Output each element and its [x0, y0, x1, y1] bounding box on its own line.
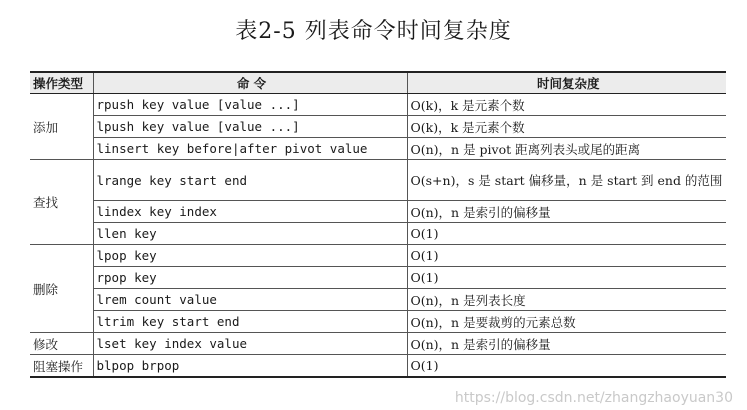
command-cell: lpop key	[93, 245, 407, 267]
group-block: 阻塞操作	[30, 355, 93, 378]
list-commands-complexity-table	[30, 71, 726, 378]
complexity-cell: O(n)，n 是要裁剪的元素总数	[407, 311, 726, 333]
command-cell: lindex key index	[93, 201, 407, 223]
table-row	[30, 311, 726, 333]
complexity-cell: O(k)，k 是元素个数	[407, 94, 726, 116]
command-cell: llen key	[93, 223, 407, 245]
header-operation-type: 操作类型	[30, 72, 93, 94]
complexity-cell: O(n)，n 是索引的偏移量	[407, 201, 726, 223]
complexity-cell: O(s+n)，s 是 start 偏移量，n 是 start 到 end 的范围	[407, 160, 726, 201]
complexity-cell: O(n)，n 是索引的偏移量	[407, 333, 726, 355]
command-cell: rpop key	[93, 267, 407, 289]
command-cell: ltrim key start end	[93, 311, 407, 333]
group-find: 查找	[30, 160, 93, 245]
table-row	[30, 160, 726, 201]
table-row	[30, 138, 726, 160]
table-caption: 表2-5 列表命令时间复杂度	[235, 19, 512, 44]
table-row	[30, 289, 726, 311]
command-cell: rpush key value [value ...]	[93, 94, 407, 116]
table-row	[30, 201, 726, 223]
complexity-cell: O(1)	[407, 355, 726, 378]
table-row	[30, 116, 726, 138]
table-row	[30, 333, 726, 355]
command-cell: lrange key start end	[93, 160, 407, 201]
command-cell: lset key index value	[93, 333, 407, 355]
command-cell: linsert key before|after pivot value	[93, 138, 407, 160]
command-cell: lrem count value	[93, 289, 407, 311]
complexity-cell: O(1)	[407, 245, 726, 267]
table-row	[30, 245, 726, 267]
complexity-cell: O(k)，k 是元素个数	[407, 116, 726, 138]
complexity-cell: O(1)	[407, 267, 726, 289]
table-row	[30, 223, 726, 245]
table-header-row	[30, 72, 726, 94]
group-delete: 删除	[30, 245, 93, 333]
command-cell: lpush key value [value ...]	[93, 116, 407, 138]
group-modify: 修改	[30, 333, 93, 355]
complexity-cell: O(n)，n 是列表长度	[407, 289, 726, 311]
header-time-complexity: 时间复杂度	[407, 72, 726, 94]
header-command: 命 令	[93, 72, 407, 94]
group-add: 添加	[30, 94, 93, 160]
command-cell: blpop brpop	[93, 355, 407, 378]
table-row	[30, 355, 726, 378]
table-row	[30, 94, 726, 116]
complexity-cell: O(1)	[407, 223, 726, 245]
watermark: https://blog.csdn.net/zhangzhaoyuan30	[454, 390, 733, 406]
complexity-cell: O(n)，n 是 pivot 距离列表头或尾的距离	[407, 138, 726, 160]
table-row	[30, 267, 726, 289]
